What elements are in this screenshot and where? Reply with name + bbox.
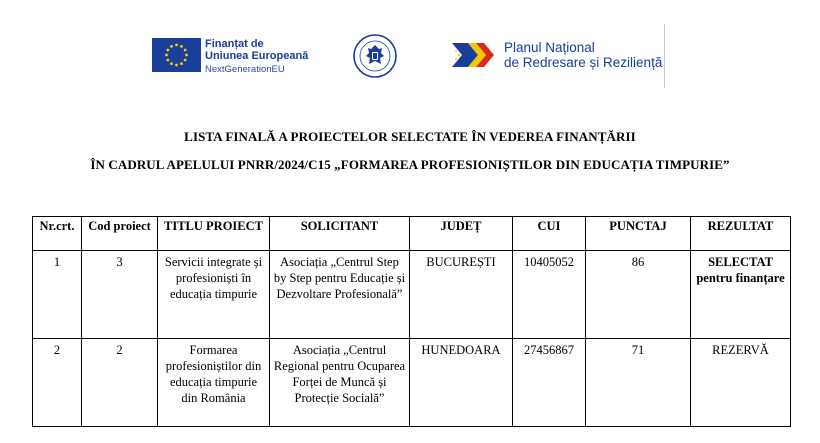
romanian-government-seal-icon xyxy=(353,34,397,78)
eu-funding-logo xyxy=(152,38,308,76)
cell-punctaj: 71 xyxy=(586,339,691,427)
eu-star-icon xyxy=(175,44,178,47)
logo-header xyxy=(0,0,820,100)
table-row xyxy=(33,251,791,339)
header-punctaj: PUNCTAJ xyxy=(586,217,691,251)
cell-rezultat: REZERVĂ xyxy=(691,339,791,427)
cell-rezultat: SELECTAT pentru finanțare xyxy=(691,251,791,339)
header-cui: CUI xyxy=(513,217,586,251)
eu-logo-line2: Uniunea Europeană xyxy=(205,50,309,62)
cell-judet: HUNEDOARA xyxy=(410,339,513,427)
cell-solicitant: Asociația „Centrul Step by Step pentru Educație și Dezvoltare Profesională” xyxy=(270,251,410,339)
header-nr: Nr.crt. xyxy=(33,217,82,251)
document-subtitle: ÎN CADRUL APELULUI PNRR/2024/C15 „FORMAREA PROFESIONIȘTILOR DIN EDUCAȚIA TIMPURIE” xyxy=(90,157,730,172)
cell-titlu: Servicii integrate și profesioniști în educația timpurie xyxy=(158,251,270,339)
cell-nr: 1 xyxy=(33,251,82,339)
eu-star-icon xyxy=(184,59,187,62)
eu-star-icon xyxy=(180,62,183,65)
pnrr-logo xyxy=(452,24,662,86)
document-title: LISTA FINALĂ A PROIECTELOR SELECTATE ÎN VEDEREA FINANȚĂRII xyxy=(184,129,636,144)
eu-star-icon xyxy=(180,45,183,48)
cell-solicitant: Asociația „Centrul Regional pentru Ocuparea Forței de Muncă și Protecție Socială” xyxy=(270,339,410,427)
eu-star-icon xyxy=(184,49,187,52)
header-titlu-proiect: TITLU PROIECT xyxy=(158,217,270,251)
cell-cui: 10405052 xyxy=(513,251,586,339)
header-cod-proiect: Cod proiect xyxy=(82,217,158,251)
header-solicitant: SOLICITANT xyxy=(270,217,410,251)
header-rezultat: REZULTAT xyxy=(691,217,791,251)
cell-cui: 27456867 xyxy=(513,339,586,427)
cell-punctaj: 86 xyxy=(586,251,691,339)
cell-nr: 2 xyxy=(33,339,82,427)
pnrr-eu-romania-mark-icon xyxy=(452,39,498,71)
logo-divider xyxy=(664,24,665,88)
selected-projects-table xyxy=(32,216,791,427)
table-header-row xyxy=(33,217,791,251)
pnrr-logo-line2: de Redresare și Reziliență xyxy=(504,55,663,70)
cell-cod: 3 xyxy=(82,251,158,339)
eu-logo-line1: Finanțat de xyxy=(205,38,264,50)
header-judet: JUDEȚ xyxy=(410,217,513,251)
eu-star-icon xyxy=(170,45,173,48)
eu-star-icon xyxy=(165,54,168,57)
eu-star-icon xyxy=(170,62,173,65)
table-row xyxy=(33,339,791,427)
pnrr-logo-line1: Planul Național xyxy=(504,40,595,55)
eu-star-icon xyxy=(166,49,169,52)
cell-titlu: Formarea profesioniștilor din educația timpurie din România xyxy=(158,339,270,427)
eu-star-icon xyxy=(185,54,188,57)
eu-star-icon xyxy=(166,59,169,62)
cell-judet: BUCUREȘTI xyxy=(410,251,513,339)
eu-logo-line3: NextGenerationEU xyxy=(205,64,285,75)
cell-cod: 2 xyxy=(82,339,158,427)
eu-flag-icon xyxy=(152,38,201,72)
eu-star-icon xyxy=(175,64,178,67)
